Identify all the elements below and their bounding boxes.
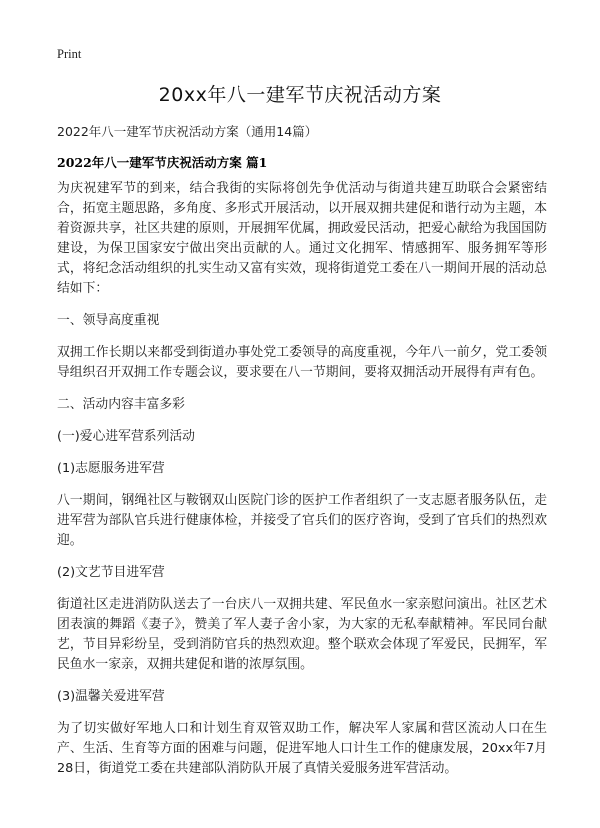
page-title: 20xx年八一建军节庆祝活动方案 xyxy=(158,84,442,106)
section-heading: 2022年八一建军节庆祝活动方案 篇1 xyxy=(57,155,268,170)
body-paragraph: 为了切实做好军地人口和计划生育双管双助工作，解决军人家属和营区流动人口在生产、生活、生育等方面的困难与问题，促进军地人口计生工作的健康发展，20xx年7月28日，街道党工委在共建部队消防队开展了真情关爱服务进军营活动。 xyxy=(57,721,547,776)
subsection-heading: 一、领导高度重视 xyxy=(57,313,160,328)
subsection-heading: (1)志愿服务进军营 xyxy=(57,461,165,476)
subsection-heading: 二、活动内容丰富多彩 xyxy=(57,397,185,412)
body-paragraph: 八一期间，钢绳社区与鞍钢双山医院门诊的医护工作者组织了一支志愿者服务队伍，走进军营为部队官兵进行健康体检，并接受了官兵们的医疗咨询，受到了官兵们的热烈欢迎。 xyxy=(57,493,547,548)
document-subtitle: 2022年八一建军节庆祝活动方案（通用14篇） xyxy=(57,124,318,139)
print-link[interactable]: Print xyxy=(57,47,82,61)
document-body xyxy=(57,179,547,791)
subsection-heading: (3)温馨关爱进军营 xyxy=(57,689,165,704)
body-paragraph: 街道社区走进消防队送去了一台庆八一双拥共建、军民鱼水一家亲慰问演出。社区艺术团表演的舞蹈《妻子》，赞美了军人妻子舍小家，为大家的无私奉献精神。军民同台献艺，节目异彩纷呈，受到消防官兵的热烈欢迎。整个联欢会体现了军爱民，民拥军，军民鱼水一家亲，双拥共建促和谐的浓厚氛围。 xyxy=(57,597,547,672)
body-paragraph: 双拥工作长期以来都受到街道办事处党工委领导的高度重视，今年八一前夕，党工委领导组织召开双拥工作专题会议，要求要在八一节期间，要将双拥活动开展得有声有色。 xyxy=(57,345,547,380)
subsection-heading: (2)文艺节目进军营 xyxy=(57,565,165,580)
subsection-heading: (一)爱心进军营系列活动 xyxy=(57,429,195,444)
body-paragraph: 为庆祝建军节的到来，结合我街的实际将创先争优活动与街道共建互助联合会紧密结合，拓宽主题思路，多角度、多形式开展活动，以开展双拥共建促和谐行动为主题，本着资源共享，社区共建的原则，开展拥军优属，拥政爱民活动，把爱心献给为我国国防建设，为保卫国家安宁做出突出贡献的人。通过文化拥军、情感拥军、服务拥军等形式，将纪念活动组织的扎实生动又富有实效，现将街道党工委在八一期间开展的活动总结如下： xyxy=(57,181,547,296)
